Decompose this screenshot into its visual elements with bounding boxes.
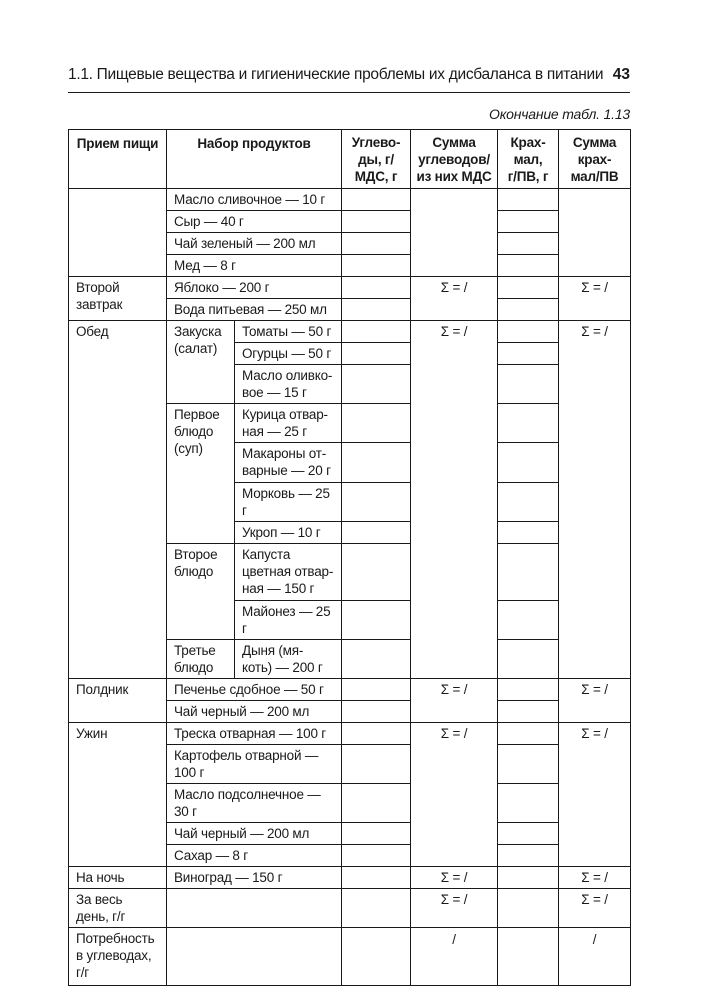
starch-cell — [498, 723, 559, 745]
product-label: Вода питьевая — 250 мл — [174, 302, 327, 317]
starch-sum-cell — [559, 723, 631, 867]
meal-cell — [69, 928, 167, 986]
meal-label: Обед — [76, 324, 109, 339]
starch-sum-mark: Σ = / — [581, 324, 608, 339]
product-label: Курица отвар- ная — 25 г — [242, 407, 328, 439]
product-label: Печенье сдобное — 50 г — [174, 682, 324, 697]
carbs-cell — [342, 845, 411, 867]
carbs-cell — [342, 189, 411, 211]
product-cell — [235, 365, 342, 404]
product-label: Капуста цветная отвар- ная — 150 г — [242, 547, 334, 596]
col-header-products: Набор продуктов — [167, 130, 342, 189]
product-label: Морковь — 25 г — [242, 486, 330, 518]
starch-cell — [498, 299, 559, 321]
meal-label: За весь день, г/г — [76, 892, 126, 924]
product-label: Сыр — 40 г — [174, 214, 244, 229]
product-cell — [167, 845, 342, 867]
starch-cell — [498, 845, 559, 867]
table-row — [69, 928, 631, 986]
carbs-cell — [342, 889, 411, 928]
col-header-meal: Прием пищи — [69, 130, 167, 189]
product-cell — [167, 745, 342, 784]
course-label: Закуска (салат) — [174, 324, 222, 356]
starch-cell — [498, 889, 559, 928]
starch-cell — [498, 277, 559, 299]
starch-cell — [498, 189, 559, 211]
starch-sum-mark: Σ = / — [581, 870, 608, 885]
carbs-cell — [342, 679, 411, 701]
carbs-sum-cell — [411, 321, 498, 679]
product-cell — [235, 544, 342, 601]
starch-cell — [498, 343, 559, 365]
product-label: Чай черный — 200 мл — [174, 704, 310, 719]
product-label: Дыня (мя- коть) — 200 г — [242, 643, 323, 675]
table-row — [69, 189, 631, 211]
product-cell — [167, 823, 342, 845]
carbs-cell — [342, 928, 411, 986]
course-label: Третье блюдо — [174, 643, 216, 675]
product-cell — [167, 233, 342, 255]
product-label: Мед — 8 г — [174, 258, 236, 273]
starch-cell — [498, 679, 559, 701]
col-header-starch: Крах- мал, г/ПВ, г — [498, 130, 559, 189]
starch-sum-mark: / — [592, 932, 597, 947]
meal-label: Второй завтрак — [76, 280, 123, 312]
course-cell — [167, 640, 235, 679]
table-row — [69, 321, 631, 343]
product-label: Сахар — 8 г — [174, 848, 249, 863]
product-cell — [235, 601, 342, 640]
carbs-sum-cell — [411, 867, 498, 889]
starch-sum-cell — [559, 321, 631, 679]
carbs-sum-cell — [411, 723, 498, 867]
carbs-sum-mark: / — [452, 932, 456, 947]
meal-cell — [69, 867, 167, 889]
product-label: Треска отварная — 100 г — [174, 726, 327, 741]
table-row — [69, 889, 631, 928]
carbs-cell — [342, 211, 411, 233]
starch-sum-cell — [559, 277, 631, 321]
product-cell — [167, 867, 342, 889]
carbs-cell — [342, 443, 411, 483]
starch-sum-cell — [559, 679, 631, 723]
carbs-sum-mark: Σ = / — [440, 324, 468, 339]
product-label: Чай зеленый — 200 мл — [174, 236, 316, 251]
product-label: Укроп — 10 г — [242, 525, 321, 540]
carbs-cell — [342, 277, 411, 299]
starch-cell — [498, 483, 559, 522]
product-cell — [167, 679, 342, 701]
col-header-carbs-sum: Сумма углеводов/ из них МДС — [411, 130, 498, 189]
carbs-cell — [342, 343, 411, 365]
product-cell — [235, 343, 342, 365]
carbs-cell — [342, 299, 411, 321]
carbs-cell — [342, 483, 411, 522]
carbs-sum-cell — [411, 679, 498, 723]
meal-cell — [69, 277, 167, 321]
product-cell — [235, 321, 342, 343]
carbs-cell — [342, 601, 411, 640]
carbs-cell — [342, 701, 411, 723]
carbs-cell — [342, 255, 411, 277]
product-label: Огурцы — 50 г — [242, 346, 332, 361]
carbs-sum-cell — [411, 189, 498, 277]
starch-cell — [498, 745, 559, 784]
header-rule — [68, 92, 630, 93]
meal-label: На ночь — [76, 870, 125, 885]
starch-cell — [498, 233, 559, 255]
course-label: Первое блюдо (суп) — [174, 407, 220, 456]
page-number: 43 — [612, 66, 630, 83]
product-label: Майонез — 25 г — [242, 604, 331, 636]
carbs-cell — [342, 867, 411, 889]
carbs-sum-mark: Σ = / — [440, 892, 468, 907]
product-label: Виноград — 150 г — [174, 870, 283, 885]
product-label: Масло оливко- вое — 15 г — [242, 368, 333, 400]
product-label: Масло подсолнечное — 30 г — [174, 787, 321, 819]
starch-cell — [498, 255, 559, 277]
running-header-title: 1.1. Пищевые вещества и гигиенические проблемы их дисбаланса в питании — [68, 66, 604, 83]
carbs-cell — [342, 823, 411, 845]
product-cell — [167, 299, 342, 321]
starch-sum-cell — [559, 928, 631, 986]
product-cell — [167, 723, 342, 745]
carbs-cell — [342, 544, 411, 601]
product-cell — [167, 784, 342, 823]
starch-sum-mark: Σ = / — [581, 892, 608, 907]
product-label: Масло сливочное — 10 г — [174, 192, 326, 207]
carbs-cell — [342, 745, 411, 784]
product-cell — [235, 443, 342, 483]
starch-cell — [498, 544, 559, 601]
carbs-cell — [342, 321, 411, 343]
carbs-cell — [342, 365, 411, 404]
meal-label: Ужин — [76, 726, 108, 741]
carbs-sum-cell — [411, 277, 498, 321]
starch-sum-mark: Σ = / — [581, 726, 608, 741]
starch-sum-cell — [559, 889, 631, 928]
starch-sum-mark: Σ = / — [581, 280, 608, 295]
carbs-cell — [342, 640, 411, 679]
product-label: Томаты — 50 г — [242, 324, 332, 339]
product-label: Чай черный — 200 мл — [174, 826, 310, 841]
starch-cell — [498, 365, 559, 404]
course-cell — [167, 404, 235, 544]
table-row — [69, 679, 631, 701]
product-cell — [235, 404, 342, 443]
starch-cell — [498, 321, 559, 343]
starch-cell — [498, 601, 559, 640]
product-cell — [167, 211, 342, 233]
table-caption: Окончание табл. 1.13 — [489, 106, 630, 122]
starch-cell — [498, 867, 559, 889]
product-cell — [235, 483, 342, 522]
product-cell — [167, 189, 342, 211]
starch-cell — [498, 928, 559, 986]
meal-cell — [69, 189, 167, 277]
starch-cell — [498, 443, 559, 483]
carbs-cell — [342, 404, 411, 443]
product-cell — [235, 522, 342, 544]
table-row — [69, 277, 631, 299]
carbs-cell — [342, 723, 411, 745]
col-header-carbs: Углево- ды, г/ МДС, г — [342, 130, 411, 189]
running-header — [68, 66, 630, 90]
starch-cell — [498, 784, 559, 823]
starch-sum-cell — [559, 189, 631, 277]
starch-cell — [498, 404, 559, 443]
carbs-sum-cell — [411, 889, 498, 928]
table-row — [69, 723, 631, 745]
carbs-sum-mark: Σ = / — [440, 682, 468, 697]
carbs-cell — [342, 233, 411, 255]
starch-sum-mark: Σ = / — [581, 682, 608, 697]
product-cell — [167, 889, 342, 928]
table-row — [69, 867, 631, 889]
product-cell — [235, 640, 342, 679]
starch-cell — [498, 701, 559, 723]
diet-table — [68, 129, 631, 986]
carbs-sum-mark: Σ = / — [440, 280, 468, 295]
product-cell — [167, 928, 342, 986]
meal-label: Потребность в углеводах, г/г — [76, 931, 155, 980]
carbs-sum-cell — [411, 928, 498, 986]
carbs-sum-mark: Σ = / — [440, 870, 468, 885]
meal-label: Полдник — [76, 682, 129, 697]
meal-cell — [69, 889, 167, 928]
product-cell — [167, 255, 342, 277]
col-header-starch-sum: Сумма крах- мал/ПВ — [559, 130, 631, 189]
starch-sum-cell — [559, 867, 631, 889]
course-cell — [167, 321, 235, 404]
product-label: Картофель отварной — 100 г — [174, 748, 319, 780]
meal-cell — [69, 723, 167, 867]
carbs-sum-mark: Σ = / — [440, 726, 468, 741]
meal-cell — [69, 679, 167, 723]
product-cell — [167, 701, 342, 723]
starch-cell — [498, 522, 559, 544]
carbs-cell — [342, 784, 411, 823]
product-label: Яблоко — 200 г — [174, 280, 270, 295]
course-label: Второе блюдо — [174, 547, 218, 579]
table-header-row — [69, 130, 631, 189]
product-label: Макароны от- варные — 20 г — [242, 446, 331, 478]
starch-cell — [498, 640, 559, 679]
product-cell — [167, 277, 342, 299]
carbs-cell — [342, 522, 411, 544]
starch-cell — [498, 823, 559, 845]
meal-cell — [69, 321, 167, 679]
course-cell — [167, 544, 235, 640]
starch-cell — [498, 211, 559, 233]
